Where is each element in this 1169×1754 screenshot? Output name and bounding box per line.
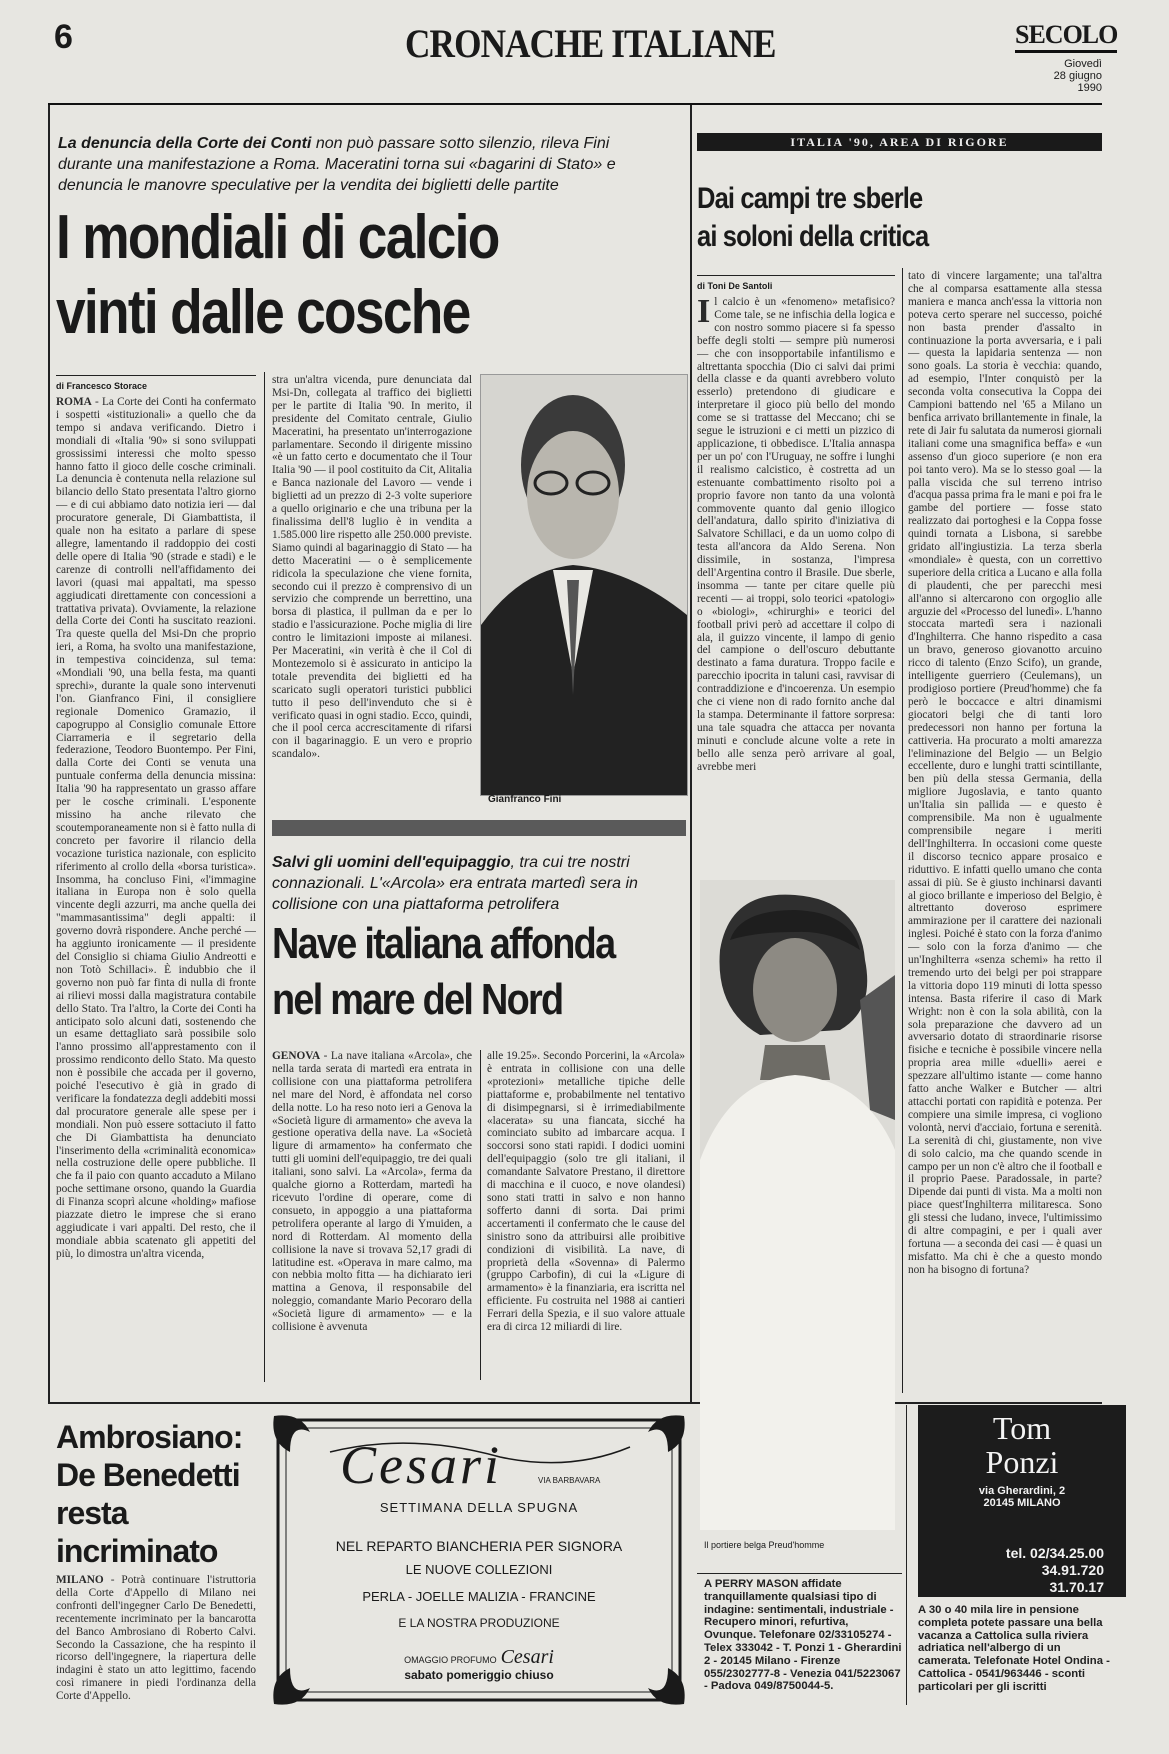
ship-kicker-text: , tra cui tre nostri connazionali. L'«Arcola» era entrata martedì sera in collisione con una piattaforma petrolifera [272, 854, 638, 913]
amb-dateline: MILANO [56, 1574, 104, 1586]
cesari-title: SETTIMANA DELLA SPUGNA [379, 1500, 579, 1515]
ambrosiano-body [56, 1574, 256, 1714]
section-title: CRONACHE ITALIANE [405, 21, 776, 66]
side-headline-line1: Dai campi tre sberle [697, 182, 923, 215]
newspaper-logo: SECOLO [1015, 20, 1117, 53]
ship-headline-line1: Nave italiana affonda [272, 919, 615, 968]
ambrosiano-headline [56, 1418, 242, 1570]
ship-kicker-bold: Salvi gli uomini dell'equipaggio [272, 854, 511, 871]
side-story-col1 [697, 296, 895, 820]
goalkeeper-photo [700, 880, 895, 1530]
main-story-col2 [272, 374, 472, 810]
pension-classified: A 30 o 40 mila lire in pensione completa potete passare una bella vacanza a Cattolica sulla riviera adriatica nell'albergo di un camerata. Telefonate Hotel Ondina - Cattolica - 0541/963446 - sconti particolari per gli iscritti [918, 1604, 1110, 1693]
date-day: Giovedì [1064, 58, 1102, 70]
cesari-gift-label: OMAGGIO PROFUMO [404, 1655, 497, 1665]
amb-line4: incriminato [56, 1533, 218, 1569]
dateline [1032, 58, 1102, 94]
side-col-rule-2 [906, 1405, 907, 1705]
cesari-line4: E LA NOSTRA PRODUZIONE [398, 1616, 560, 1630]
side-body-2: tato di vincere largamente; una tal'altra che al comparsa esattamente alla stessa maniera e manca anch'essa la vittoria non poteva certo sperare nel successo, poiché non basta prender d'assalto in continuazione la porta avversaria, e i pali — questa la lapidaria sentenza — non sono goals. La storia è vecchia: quando, ad esempio, l'Inter conquistò per la seconda volta consecutiva la Coppa dei Campioni battendo nel '65 a Milano un benfica arrivato brillantemente in finale, la rete di Jair fu salutata da numerosi giornali italiani come una smagnifica beffa» e «un assenso d'un gioco superiore (e non era poi tanto vero). Ma se lo stesso goal — la palla viscida che sul terreno intriso d'acqua passa prima fra le mani e poi fra le gambe del portiere — fosse stato realizzato dai portoghesi e la Coppa fosse quindi tornata a Lisbona, si sarebbe gridato all'ingiustizia. La terza sberla «mondiale» è questa, con un correttivo superiore della critica a Lucano e alla folla di plaudenti, che per parecchi mesi all'anno si altercarono con orgoglio alle arguzie del «Processo del lunedì». L'hanno stoccata martedì sera i nazionali d'Inghilterra. Che hanno rispedito a casa un bravo, generoso giovanotto arcuino ricco di talento (Enzo Scifo), un grande, intelligente guerriero (Ceulemans), un prodigioso portiere (Preud'homme) che fa però le boccacce e altri dinamismi giocatori belgi che di tanti loro predecessori non hanno per fortuna la cattiveria. Ha procurato a molti amarezza l'eliminazione del Belgio — un Belgio eccellente, duro e lunghi tratti scintillante, ben più della stessa Germania, della migliore Jugoslavia, e tanto quanto un'Italia sin pallida — e questo è comprensibile. Ma non è ugualmente comprensibile negare i meriti dell'Inghilterra. In occasioni come queste il discorso tecnico appare prosaico e riduttivo. E infatti quello umano che conta assai di più. Se è giusto inchinarsi davanti al gioco brillante e imperioso del Belgio, è altrettanto doveroso esprimere ammirazione per il carattere dei nazionali inglesi. Poiché è stato con la forza d'animo — solo con la forza d'animo — che un'Inghilterra «senza schemi» ha retto il tremendo urto dei belgi per poi strappare la vittoria dopo 119 minuti di lotta spesso intensa. Basta riferire il caso di Mark Wright: non è con la sola abilità, con la sola preparazione che davvero ad un avversario dotato di straordinarie risorse fisiche e tecniche è possibile vincere nella propria area mille «duelli» aerei e spezzare all'ultimo istante — come hanno fatto anche Walker e Butcher — altri attacchi portati con rapidità e potenza. Per compiere una simile impresa, ci vogliono volontà, nervi d'acciaio, fortuna e serenità. La serenità di chi, giustamente, non vive di solo calcio, ma che quando scende in campo per un non c'è altro che il football e il proprio Paese. Paradossale, in parte? Dipende dai punti di vista. Ma a molti non piace quest'Inghilterra militaresca. Sono gli stessi che ludano, invece, l'ultimissimo di altre compagini, e per i quali aver fortuna — a seconda dei casi — è quasi un misfatto. Ma chi è che a questo mondo non ha bisogno di fortuna? [908, 270, 1102, 1276]
main-body-2: stra un'altra vicenda, pure denunciata dal Msi-Dn, collegata al traffico dei biglietti per le partite di Italia '90. In merito, il presidente del Comitato centrale, Giulio Maceratini, ha presentato un'interrogazione parlamentare. Secondo il dirigente missino «è un fatto certo e documentato che il Tour Italia '90 — il pool costituito da Cit, Alitalia e Banca nazionale del Lavoro — vende i biglietti ad un prezzo di 2-3 volte superiore a quello originario e che una tribuna per la finalissima dell'8 luglio è in vendita a 1.585.000 lire rispetto alle 250.000 previste. Siamo quindi al bagarinaggio di Stato — ha detto Maceratini — o è semplicemente ridicola la speculazione che viene fornita, secondo cui il prezzo è comprensivo di un servizio che comprende un berrettino, una borsa di plastica, il pullman da e per lo stadio e l'assicurazione. Poche miglia di lire contro le limitazioni imposte ai milanesi. Per Maceratini, «in verità è che il Col di Montezemolo si è assicurato in anticipo la totale prevendita dei biglietti ed ha scaricato sugli operatori turistici pubblici tutto il peso dell'invenduto che si è verificato quasi in ogni stadio. Ecco, quindi, che il pool cerca accrescitamente di rifarsi con il bagarinaggio. E un vero e proprio scandalo». [272, 374, 472, 761]
bottom-rule [48, 1402, 1102, 1404]
tom-name-2: Ponzi [985, 1444, 1059, 1480]
cesari-gift [270, 1646, 688, 1669]
fini-photo [480, 374, 688, 796]
ship-story-col2 [487, 1050, 685, 1384]
main-kicker-bold: La denuncia della Corte dei Conti [58, 135, 312, 152]
side-headline-line2: ai soloni della critica [697, 220, 929, 253]
side-byline-rule [697, 275, 895, 276]
side-col-rule [902, 268, 903, 1393]
cesari-address: VIA BARBAVARA [538, 1476, 601, 1485]
side-byline: di Toni De Santoli [697, 281, 773, 291]
cesari-footer: sabato pomeriggio chiuso [404, 1668, 554, 1682]
col-rule [264, 372, 265, 1382]
tom-city: 20145 MILANO [983, 1497, 1061, 1509]
goalkeeper-illustration [700, 880, 895, 1530]
center-divider [690, 105, 692, 1403]
main-kicker-text: non può passare sotto silenzio, rileva Fini durante una manifestazione a Roma. Maceratini torna sui «bagarini di Stato» e denuncia le manovre speculative per la vendita dei biglietti delle partite [58, 135, 616, 194]
amb-line3: resta [56, 1495, 128, 1531]
separator-bar [272, 820, 686, 836]
ship-dateline: GENOVA [272, 1050, 321, 1062]
cesari-advert [270, 1412, 688, 1708]
main-dateline: ROMA [56, 396, 92, 408]
tom-address: via Gherardini, 2 [978, 1485, 1066, 1497]
cesari-line1: NEL REPARTO BIANCHERIA PER SIGNORA [335, 1538, 623, 1554]
tom-name-1: Tom [992, 1410, 1052, 1446]
tom-phones [918, 1545, 1126, 1597]
ship-story-col1 [272, 1050, 472, 1384]
tom-tel-3: 31.70.17 [1049, 1579, 1104, 1595]
ship-body-2: alle 19.25». Secondo Porcerini, la «Arcola» è entrata in collisione con una delle «protezioni» metalliche tipiche delle piattaforme e, probabilmente nel tentativo di disimpegnarsi, si è irrimediabilmente «lacerata» su una fiancata, sicché ha cominciato subito ad imbarcare acqua. I soccorsi sono stati rapidi. I dodici uomini dell'equipaggio (solo tre gli italiani, il comandante Salvatore Prestano, il direttore di macchina e il cuoco, e nove olandesi) sono stati tratti in salvo e non hanno sofferto danni di sorta. Dai primi accertamenti il confermato che le cause del sinistro sono da attribuirsi alle proibitive condizioni di visibilità. La nave, di proprietà della «Sovenna» di Palermo (gruppo Carbofin), di cui la «Ligure di armamento» è la finanziaria, era iscritta nel efficiente. Fu costruita nel 1988 ai cantieri Ferrari della Spezia, e il suo valore attuale era di circa 12 miliardi di lire. [487, 1050, 685, 1334]
cesari-line3: PERLA - JOELLE MALIZIA - FRANCINE [362, 1589, 596, 1604]
ship-kicker [272, 852, 677, 915]
tom-tel-1: tel. 02/34.25.00 [1005, 1545, 1104, 1561]
perry-classified: A PERRY MASON affidate tranquillamente qualsiasi tipo di indagine: sentimentali, industriale - Recupero minori, refurtiva, Ovunque. Telefonare 02/33105274 - Telex 333042 - T. Ponzi 1 - Gherardini 2 - 20145 Milano - Firenze 055/2302777-8 - Venezia 041/5223067 - Padova 049/8750044-5. [704, 1578, 902, 1693]
main-kicker [58, 133, 618, 196]
tom-ponzi-advert [918, 1405, 1126, 1545]
left-border [48, 105, 50, 1403]
side-story-col2 [908, 270, 1102, 1388]
ship-body-1: - La nave italiana «Arcola», che nella tarda serata di martedì era entrata in collisione con una piattaforma petrolifera nel mare del Nord, è affondata nel corso della notte. Lo ha reso noto ieri a Genova la «Società ligure di armamento» che aveva la gestione operativa della nave. La «Società ligure di armamento» ha confermato che tutti gli uomini dell'equipaggio, tre dei quali italiani, sono salvi. La «Arcola», ferma da qualche giorno a Rotterdam, martedì ha ricevuto l'ordine di operare, come di consueto, in appoggio a una piattaforma petrolifera operante al largo di Ymuiden, a nord di Rotterdam. Al momento della collisione la nave si trovava 52,17 gradi di latitudine est. «Operava in mare calmo, ma con nebbia molto fitta — ha dichiarato ieri mattina a Genova, il responsabile del noleggio, comandante Mario Pecoraro della «Società ligure di armamento» — e la collisione è avvenuta [272, 1050, 472, 1334]
goalkeeper-caption: Il portiere belga Preud'homme [704, 1540, 825, 1550]
main-byline: di Francesco Storace [56, 381, 148, 391]
amb-line2: De Benedetti [56, 1457, 240, 1493]
drop-cap: I [697, 296, 711, 330]
byline-rule [56, 375, 256, 376]
cesari-line2: LE NUOVE COLLEZIONI [405, 1562, 553, 1577]
amb-line1: Ambrosiano: [56, 1419, 243, 1455]
main-headline-line1: I mondiali di calcio [56, 203, 499, 272]
main-headline-line2: vinti dalle cosche [56, 278, 470, 347]
side-body-1: l calcio è un «fenomeno» metafisico? Come tale, se ne infischia della logica e con nostro sommo piacere si fa spesso beffe degli stolti — sempre più numerosi — che con insopportabile infantilismo e altrettanta spocchia (Dio ci salvi dai primi della classe e da quanti avrebbero voluto esserlo) pretendono di giudicare e interpretare il gioco più bello del mondo come se si trattasse del Meccano; chi se segue le istruzioni e ci metti un pizzico di applicazione, ti obbedisce. L'Italia annaspa per un po' con l'Uruguay, ne soffre i lunghi il realismo calcistico, è costretta ad un estenuante combattimento risolto poi a proprio favore non tanto da una volontà commovente quanto dal genio illogico dell'andatura, dallo spirito d'iniziativa di Salvatore Schillaci, e da un uomo colpo di testa all'ancora da Aldo Serena. Non dissimile, in sostanza, l'impresa dell'Argentina contro il Brasile. Due sberle, insomma — tante per citare quelle più recenti — ai troppi, solo teorici «patologi» o «biologi», «chirurghi» e teorici del football privi però ad accettare il colpo di ala, il guizzo vincente, il lampo di genio del campione o dell'oscuro debuttante destinato a fama duratura. Troppo facile e parecchio ipocrita in taluni casi, ravvisar di contraddizione e d'incoerenza. Un esempio che ci viene non di rado fornito anche dal la stampa. Determinante il fattore sorpresa: una tale squadra che attacca per novanta minuti e conclude alcune volte a rete in bello alle senza però arrivare al goal, avrebbe meri [697, 296, 895, 773]
main-story-col1 [56, 396, 256, 1382]
ship-col-rule [480, 1050, 481, 1380]
ship-headline-line2: nel mare del Nord [272, 975, 563, 1024]
tom-tel-2: 34.91.720 [1041, 1562, 1104, 1578]
fini-caption: Gianfranco Fini [488, 794, 562, 805]
main-body-1: - La Corte dei Conti ha confermato i sospetti «istituzionali» a quello che da tempo si andava verificando. Dietro i mondiali di «Italia '90» si sono sviluppati grossissimi interessi che molto spesso hanno fatto il gioco delle cosche criminali. La denuncia è contenuta nella relazione sul bilancio dello Stato presentata l'altro giorno — e di cui abbiamo dato notizia ieri — dal procuratore generale, Di Giambattista, il quale non ha esitato a parlare di spese allegre, lamentando il raddoppio dei costi delle opere di Italia '90 (strade e stadi) e le carenze di controlli nell'affidamento dei lavori (quasi mai appaltati, ma spesso aggiudicati direttamente con concessioni a trattativa privata). Ovviamente, la relazione della Corte dei Conti ha suscitato reazioni. Tra queste quella del Msi-Dn che proprio ieri, a Roma, ha svolto una manifestazione, in tempestiva coincidenza, sul tema: «Mondiali '90, una bella festa, ma quanti sprechi», durante la quale sono intervenuti l'on. Gianfranco Fini, il consigliere regionale Domenico Gramazio, il capogruppo al Consiglio comunale Ettore Ciarrameria e il segretario della federazione, Teodoro Buontempo. Per Fini, dalla Corte dei Conti se venuta una puntuale conferma della denuncia missina: Italia '90 ha rappresentato un grasso affare per le cosche criminali. L'esponente missino ha anche rilevato che scoutemporaneamente non si è fatto nulla di concreto per favorire il rilancio della vocazione turistica nazionale, con esplicito riferimento al crollo della «borsa turistica». Insomma, ha concluso Fini, «l'immagine italiana in Europa non è solo quella vincente degli azzurri, ma anche quella dei "mammasantissima" degli appalti: il governo dovrà rispondere. Anche perché — ha aggiunto ironicamente — il presidente del Consiglio si chiama Giulio Andreotti e non Totò Schillaci». È indubbio che il governo non può far finta di nulla di fronte ai rilievi mossi dalla magistratura contabile dello Stato. Tra l'altro, la Corte dei Conti ha anticipato solo alcuni dati, sostenendo che un esame dettagliato sarà possibile solo l'anno prossimo all'apprestamento con il prossimo rendiconto dello Stato. Ma questo non è possibile che accada per il governo, poiché l'esecutivo è già in grado di verificare la fondatezza degli addebiti mossi dal procuratore generale alle spese per i mondiali. Non può essere sottaciuto il fatto che Di Giambattista ha denunciato l'inserimento della «criminalità economica» nella costruzione delle opere pubbliche. Il che fa il paio con quanto accaduto a Milano poche settimane orsono, quando la Guardia di Finanza scoprì alcune «holding» mafiose piazzate dietro le imprese che si erano aggiudicate i vari appalti. Del resto, che il mondiale abbia scatenato gli appetiti del più, lo dimostra un'altra vicenda, [56, 396, 256, 1260]
rubric-banner: ITALIA '90, AREA DI RIGORE [697, 133, 1102, 151]
portrait-illustration [481, 375, 687, 795]
top-rule [48, 103, 1102, 105]
perry-rule [697, 1573, 902, 1574]
date: 28 giugno 1990 [1053, 70, 1102, 94]
amb-text: - Potrà continuare l'istruttoria della Corte d'Appello di Milano nei confronti dell'ingegner Carlo De Benedetti, recentemente incriminato per la bancarotta del Banco Ambrosiano di Roberto Calvi. Secondo la Cassazione, che ha respinto il ricorso dell'ingegnere, la riapertura delle indagini è stato un atto legittimo, facendo così rimanere in piedi l'ordinanza della Corte d'Appello. [56, 1574, 256, 1703]
cesari-gift-brand: Cesari [500, 1646, 554, 1668]
cesari-brand: Cesari [340, 1435, 503, 1495]
page-number: 6 [54, 18, 73, 56]
